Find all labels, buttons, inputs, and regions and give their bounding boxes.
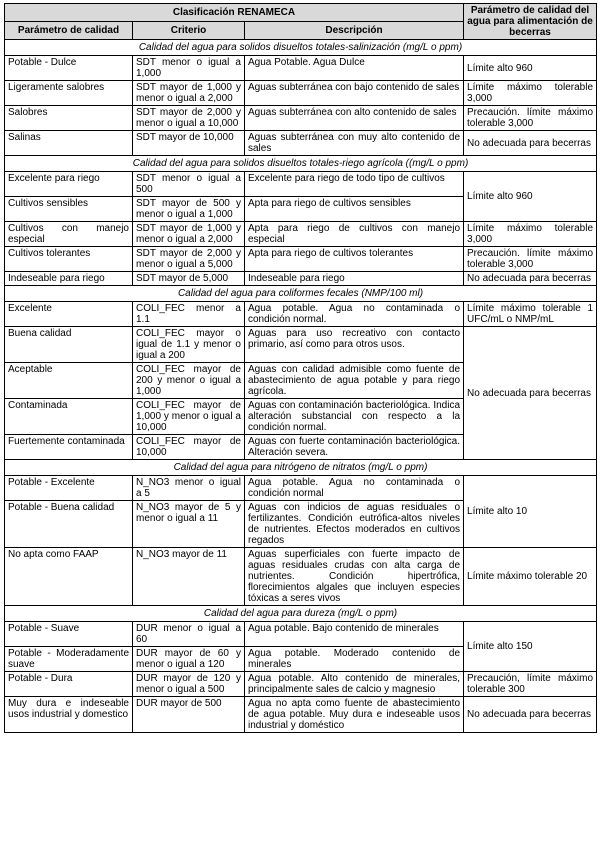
table-row [5, 476, 597, 501]
desc-cell: Agua potable. Agua no contaminada o condición normal. [245, 302, 464, 327]
std-cell: Límite alto 960 [464, 56, 597, 81]
header-group: Clasificación RENAMECA [5, 4, 464, 22]
desc-cell: Agua potable. Alto contenido de minerales, principalmente sales de calcio y magnesio [245, 672, 464, 697]
table-row [5, 548, 597, 606]
desc-cell: Aguas con fuerte contaminación bacteriológica. Alteración severa. [245, 435, 464, 460]
table-row [5, 672, 597, 697]
param-cell: Ligeramente salobres [5, 81, 133, 106]
table-row [5, 247, 597, 272]
criterio-cell: SDT mayor de 1,000 y menor o igual a 2,000 [133, 222, 245, 247]
criterio-cell: COLI_FEC mayor o igual de 1.1 y menor o igual a 200 [133, 327, 245, 363]
param-cell: Potable - Buena calidad [5, 501, 133, 548]
desc-cell: Excelente para riego de todo tipo de cultivos [245, 172, 464, 197]
criterio-cell: SDT mayor de 500 y menor o igual a 1,000 [133, 197, 245, 222]
std-cell: Precaución. límite máximo tolerable 3,000 [464, 106, 597, 131]
desc-cell: Apta para riego de cultivos tolerantes [245, 247, 464, 272]
desc-cell: Agua potable. Moderado contenido de minerales [245, 647, 464, 672]
table-row [5, 172, 597, 197]
table-row [5, 81, 597, 106]
table-row [5, 272, 597, 286]
header-criterio: Criterio [133, 22, 245, 40]
table-row [5, 131, 597, 156]
criterio-cell: COLI_FEC mayor de 1,000 y menor o igual a 10,000 [133, 399, 245, 435]
desc-cell: Aguas con calidad admisible como fuente de abastecimiento de agua potable y para riego agrícola. [245, 363, 464, 399]
desc-cell: Agua potable. Bajo contenido de minerales [245, 622, 464, 647]
section-header-row [5, 606, 597, 622]
criterio-cell: N_NO3 mayor de 5 y menor o igual a 11 [133, 501, 245, 548]
param-cell: Potable - Moderadamente suave [5, 647, 133, 672]
std-cell: Límite máximo tolerable 20 [464, 548, 597, 606]
criterio-cell: SDT mayor de 2,000 y menor o igual a 5,000 [133, 247, 245, 272]
criterio-cell: DUR menor o igual a 60 [133, 622, 245, 647]
section-title: Calidad del agua para nitrógeno de nitratos (mg/L o ppm) [5, 460, 597, 476]
criterio-cell: SDT mayor de 5,000 [133, 272, 245, 286]
desc-cell: Aguas para uso recreativo con contacto primario, así como para otros usos. [245, 327, 464, 363]
param-cell: Aceptable [5, 363, 133, 399]
param-cell: Potable - Dulce [5, 56, 133, 81]
param-cell: Indeseable para riego [5, 272, 133, 286]
table-row [5, 622, 597, 647]
renameca-table [4, 3, 597, 733]
desc-cell: Aguas con indicios de aguas residuales o fertilizantes. Condición eutrófica-altos niveles de nutrientes. Efectos moderados en cultivos regados [245, 501, 464, 548]
param-cell: Salinas [5, 131, 133, 156]
criterio-cell: SDT mayor de 10,000 [133, 131, 245, 156]
section-header-row [5, 40, 597, 56]
param-cell: No apta como FAAP [5, 548, 133, 606]
criterio-cell: SDT menor o igual a 1,000 [133, 56, 245, 81]
param-cell: Potable - Dura [5, 672, 133, 697]
desc-cell: Aguas subterránea con muy alto contenido de sales [245, 131, 464, 156]
std-cell: No adecuada para becerras [464, 131, 597, 156]
section-title: Calidad del agua para solidos disueltos totales-riego agrícola ((mg/L o ppm) [5, 156, 597, 172]
std-cell: Límite máximo tolerable 1 UFC/mL o NMP/mL [464, 302, 597, 327]
param-cell: Cultivos tolerantes [5, 247, 133, 272]
param-cell: Excelente para riego [5, 172, 133, 197]
std-cell: Límite máximo tolerable 3,000 [464, 222, 597, 247]
std-cell: Límite alto 10 [464, 476, 597, 548]
table-row [5, 106, 597, 131]
table-row [5, 327, 597, 363]
std-cell: No adecuada para becerras [464, 697, 597, 733]
section-header-row [5, 460, 597, 476]
param-cell: Salobres [5, 106, 133, 131]
desc-cell: Agua no apta como fuente de abastecimiento de agua potable. Muy dura e indeseable usos industrial y doméstico [245, 697, 464, 733]
std-cell: Límite alto 960 [464, 172, 597, 222]
section-title: Calidad del agua para dureza (mg/L o ppm) [5, 606, 597, 622]
desc-cell: Agua Potable. Agua Dulce [245, 56, 464, 81]
param-cell: Buena calidad [5, 327, 133, 363]
table-row [5, 697, 597, 733]
param-cell: Fuertemente contaminada [5, 435, 133, 460]
param-cell: Cultivos sensibles [5, 197, 133, 222]
std-cell: Límite alto 150 [464, 622, 597, 672]
table-row [5, 222, 597, 247]
criterio-cell: DUR mayor de 60 y menor o igual a 120 [133, 647, 245, 672]
param-cell: Potable - Excelente [5, 476, 133, 501]
section-header-row [5, 286, 597, 302]
desc-cell: Aguas con contaminación bacteriológica. Indica alteración substancial con respecto a la condición normal. [245, 399, 464, 435]
param-cell: Cultivos con manejo especial [5, 222, 133, 247]
std-cell: No adecuada para becerras [464, 272, 597, 286]
std-cell: Límite máximo tolerable 3,000 [464, 81, 597, 106]
criterio-cell: DUR mayor de 500 [133, 697, 245, 733]
desc-cell: Aguas superficiales con fuerte impacto de aguas residuales crudas con alta carga de nutrientes. Condición hipertrófica, florecimientos algales que incluyen especies tóxicas a seres vivos [245, 548, 464, 606]
desc-cell: Agua potable. Agua no contaminada o condición normal [245, 476, 464, 501]
section-title: Calidad del agua para coliformes fecales (NMP/100 ml) [5, 286, 597, 302]
std-cell: Precaución, límite máximo tolerable 300 [464, 672, 597, 697]
criterio-cell: N_NO3 mayor de 11 [133, 548, 245, 606]
table-row [5, 302, 597, 327]
criterio-cell: COLI_FEC menor a 1.1 [133, 302, 245, 327]
param-cell: Muy dura e indeseable usos industrial y domestico [5, 697, 133, 733]
criterio-cell: SDT menor o igual a 500 [133, 172, 245, 197]
param-cell: Potable - Suave [5, 622, 133, 647]
header-param: Parámetro de calidad [5, 22, 133, 40]
criterio-cell: COLI_FEC mayor de 10,000 [133, 435, 245, 460]
criterio-cell: SDT mayor de 2,000 y menor o igual a 10,000 [133, 106, 245, 131]
section-title: Calidad del agua para solidos disueltos totales-salinización (mg/L o ppm) [5, 40, 597, 56]
param-cell: Contaminada [5, 399, 133, 435]
desc-cell: Indeseable para riego [245, 272, 464, 286]
desc-cell: Apta para riego de cultivos sensibles [245, 197, 464, 222]
criterio-cell: SDT mayor de 1,000 y menor o igual a 2,000 [133, 81, 245, 106]
std-cell: Precaución. límite máximo tolerable 3,000 [464, 247, 597, 272]
criterio-cell: N_NO3 menor o igual a 5 [133, 476, 245, 501]
criterio-cell: COLI_FEC mayor de 200 y menor o igual a 1,000 [133, 363, 245, 399]
criterio-cell: DUR mayor de 120 y menor o igual a 500 [133, 672, 245, 697]
table-row [5, 56, 597, 81]
desc-cell: Aguas subterránea con alto contenido de sales [245, 106, 464, 131]
desc-cell: Apta para riego de cultivos con manejo especial [245, 222, 464, 247]
std-cell: No adecuada para becerras [464, 327, 597, 460]
table-body [5, 40, 597, 733]
section-header-row [5, 156, 597, 172]
param-cell: Excelente [5, 302, 133, 327]
header-std: Parámetro de calidad del agua para alimentación de becerras [464, 4, 597, 40]
header-desc: Descripción [245, 22, 464, 40]
desc-cell: Aguas subterránea con bajo contenido de sales [245, 81, 464, 106]
